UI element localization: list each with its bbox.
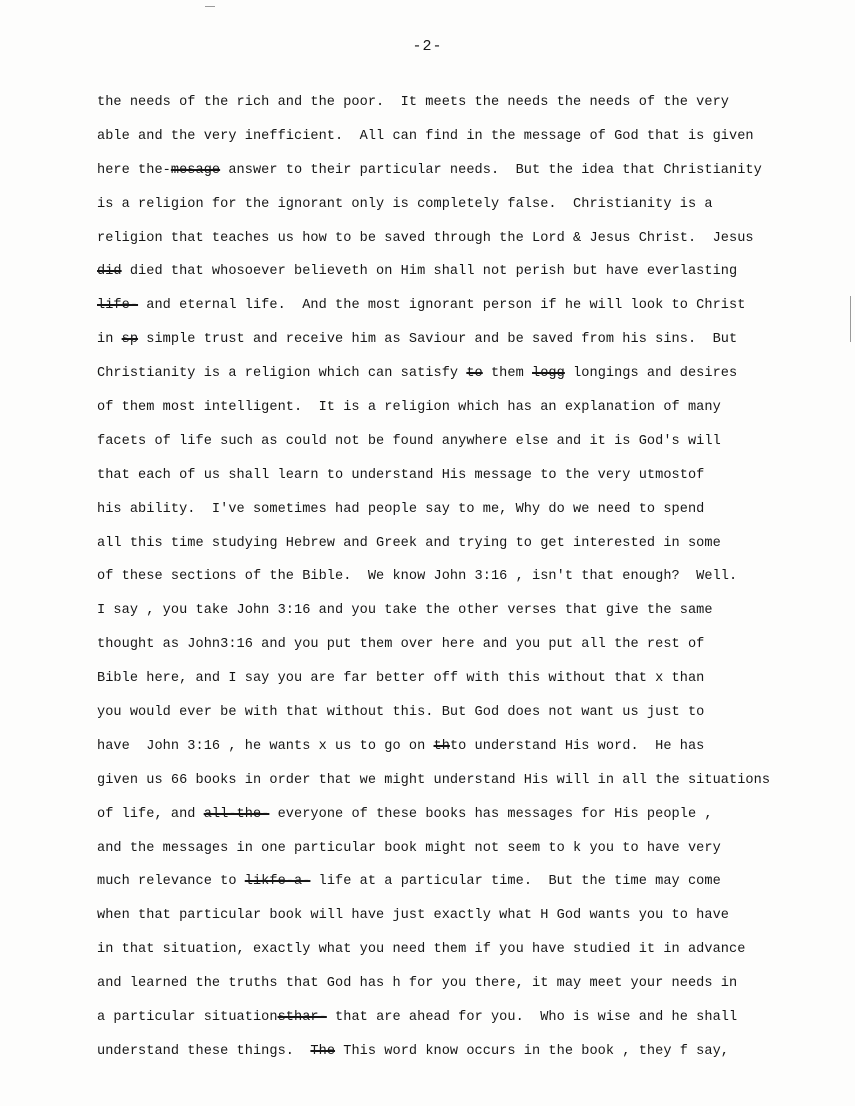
line-text: to understand His word. He has [449, 738, 705, 754]
line-text: the needs of the rich and the poor. It meets the needs the needs of the very [97, 95, 729, 110]
line-text: his ability. I've sometimes had people say to me, Why do we need to spend [97, 501, 705, 517]
text-line [97, 431, 827, 465]
line-text: and learned the truths that God has h for you there, it may meet your needs in [97, 976, 738, 992]
line-text: Bible here, and I say you are far better off with this without that x than [97, 671, 705, 687]
line-text: that each of us shall learn to understand His message to the very utmostof [97, 467, 705, 483]
struck-text: sp [121, 332, 139, 348]
text-line [97, 838, 827, 872]
line-text: of these sections of the Bible. We know John 3:16 , isn't that enough? Well. [97, 569, 738, 585]
line-text: I say , you take John 3:16 and you take the other verses that give the same [97, 603, 713, 619]
text-line [97, 329, 827, 363]
line-text: and eternal life. And the most ignorant person if he will look to Christ [138, 298, 746, 314]
body-text [97, 92, 827, 1075]
text-line [97, 228, 827, 262]
line-text: you would ever be with that without this. But God does not want us just to [97, 705, 705, 721]
struck-text: likfe-a- [244, 874, 311, 890]
line-text: This word know occurs in the book , they f say, [335, 1043, 729, 1059]
line-text: and the messages in one particular book might not seem to k you to have very [97, 840, 721, 856]
line-text: them [482, 366, 533, 382]
text-line [97, 770, 827, 804]
line-text: everyone of these books has messages for His people , [269, 806, 713, 822]
page-number: -2- [412, 38, 443, 55]
line-text: in [97, 332, 122, 348]
line-text: of them most intelligent. It is a religion which has an explanation of many [97, 400, 721, 416]
text-line [97, 600, 827, 634]
struck-text: th [433, 738, 450, 754]
line-text: a particular situation [97, 1010, 278, 1026]
struck-text: sthar- [277, 1010, 327, 1026]
line-text: here the- [97, 162, 171, 178]
line-text: all this time studying Hebrew and Greek and trying to get interested in some [97, 535, 721, 551]
text-line [97, 804, 827, 838]
struck-text: all-the- [203, 806, 270, 822]
struck-text: logg [532, 366, 565, 382]
text-line [97, 295, 827, 329]
text-line [97, 397, 827, 431]
text-line [97, 1007, 827, 1041]
line-text: is a religion for the ignorant only is completely false. Christianity is a [97, 196, 713, 212]
struck-text: did [97, 264, 122, 280]
text-line [97, 92, 827, 126]
text-line [97, 939, 827, 973]
line-text: answer to their particular needs. But the idea that Christianity [220, 162, 762, 178]
text-line [97, 973, 827, 1007]
text-line [97, 499, 827, 533]
text-line [97, 871, 827, 905]
text-line [97, 465, 827, 499]
line-text: Christianity is a religion which can satisfy [97, 366, 467, 382]
text-line [97, 261, 827, 295]
text-line [97, 1041, 827, 1075]
line-text: understand these things. [97, 1043, 311, 1059]
line-text: thought as John3:16 and you put them over here and you put all the rest of [97, 637, 705, 653]
line-text: given us 66 books in order that we might understand His will in all the situations [97, 772, 771, 788]
text-line [97, 566, 827, 600]
line-text: in that situation, exactly what you need them if you have studied it in advance [97, 942, 746, 958]
struck-text: life- [97, 298, 139, 314]
struck-text: The [310, 1043, 336, 1059]
text-line [97, 702, 827, 736]
line-text: facets of life such as could not be found anywhere else and it is God's will [97, 433, 721, 449]
line-text: simple trust and receive him as Saviour and be saved from his sins. But [138, 332, 738, 348]
struck-text: mesage [170, 162, 221, 178]
text-line [97, 668, 827, 702]
scan-speck [205, 6, 215, 7]
scan-margin-line [850, 296, 851, 342]
line-text: when that particular book will have just exactly what H God wants you to have [97, 908, 729, 924]
line-text: longings and desires [564, 366, 738, 382]
text-line [97, 905, 827, 939]
struck-text: to [466, 366, 483, 382]
line-text: much relevance to [97, 874, 245, 890]
line-text: that are ahead for you. Who is wise and he shall [326, 1010, 738, 1026]
text-line [97, 194, 827, 228]
text-line [97, 126, 827, 160]
line-text: of life, and [97, 806, 204, 822]
line-text: have John 3:16 , he wants x us to go on [97, 738, 434, 754]
text-line [97, 533, 827, 567]
text-line [97, 634, 827, 668]
line-text: able and the very inefficient. All can find in the message of God that is given [97, 128, 754, 144]
line-text: religion that teaches us how to be saved through the Lord & Jesus Christ. Jesus [97, 230, 754, 246]
text-line [97, 363, 827, 397]
text-line [97, 736, 827, 770]
text-line [97, 160, 827, 194]
line-text: life at a particular time. But the time may come [310, 874, 721, 890]
line-text: died that whosoever believeth on Him shall not perish but have everlasting [121, 264, 738, 280]
